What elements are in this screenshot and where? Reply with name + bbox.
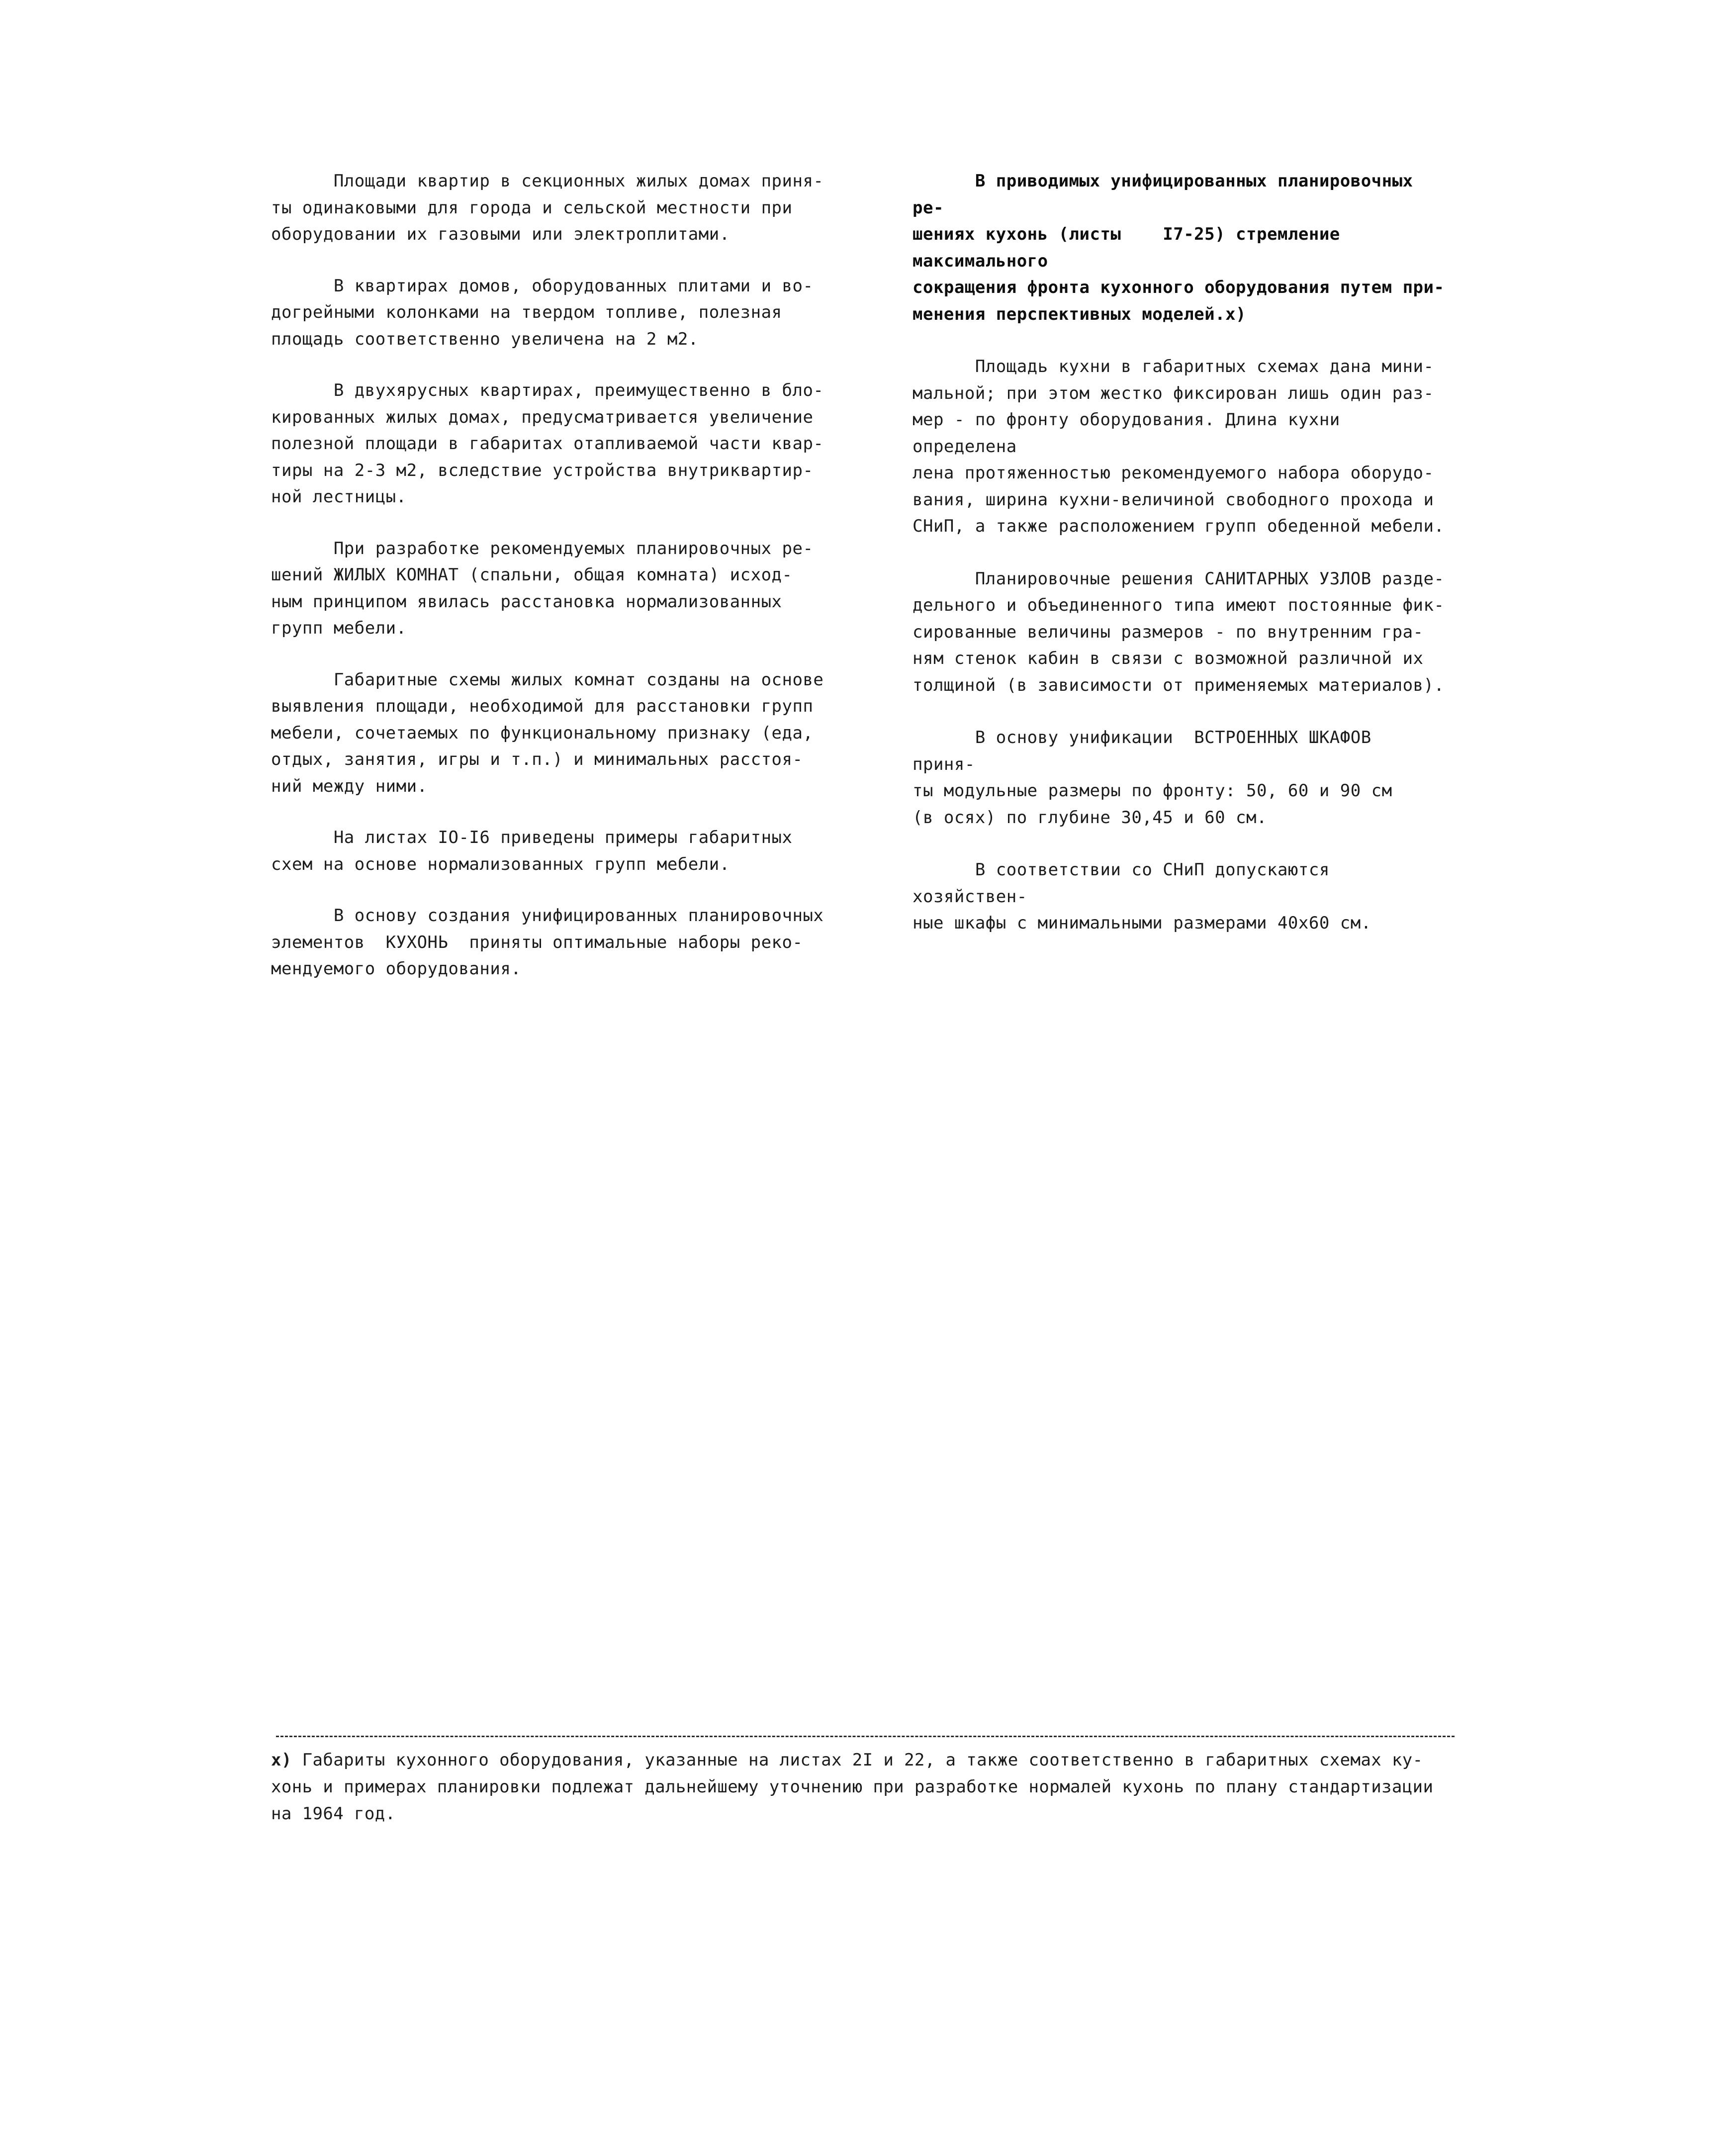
paragraph-two-level-apartments: В двухярусных квартирах, преимущественно в бло- кированных жилых домах, предусматривается увеличение полезной площади в габаритах отапливаемой части квар- тиры на 2-3 м2, вследствие устройства внутриквартир- ной лестницы. — [271, 380, 824, 507]
footnote — [271, 1747, 1455, 1827]
paragraph-solid-fuel-apartments: В квартирах домов, оборудованных плитами и во- догрейными колонками на твердом топливе, полезная площадь соответственно увеличена на 2 м2. — [271, 276, 814, 349]
left-text-column — [271, 168, 830, 1008]
paragraph-kitchen-solutions: В приводимых унифицированных планировочных ре- шениях кухонь (листы I7-25) стремление максимального сокращения фронта кухонного оборудования путем при- менения перспективных моделей.х) — [913, 171, 1445, 324]
paragraph-sheets-examples: На листах IO-I6 приведены примеры габаритных схем на основе нормализованных групп мебели. — [271, 828, 793, 874]
paragraph-living-rooms: При разработке рекомендуемых планировочных ре- шений ЖИЛЫХ КОМНАТ (спальни, общая комната) исход- ным принципом явилась расстановка нормализованных групп мебели. — [271, 538, 814, 638]
footnote-text: Габариты кухонного оборудования, указанные на листах 2I и 22, а также соответственно в габаритных схемах ку- хонь и примерах планировки подлежат дальнейшему уточнению при разработке нормалей кухонь по плану стандартизации на 1964 год. — [271, 1750, 1434, 1824]
footnote-mark: х) — [271, 1750, 292, 1770]
paragraph-dimension-schemes: Габаритные схемы жилых комнат созданы на основе выявления площади, необходимой для расстановки групп мебели, сочетаемых по функциональному признаку (еда, отдых, занятия, игры и т.п.) и минимальных расстоя- ний между ними. — [271, 669, 824, 796]
right-text-column — [913, 168, 1452, 963]
paragraph-sanitary-units: Планировочные решения САНИТАРНЫХ УЗЛОВ разде- дельного и объединенного типа имеют постоянные фик- сированные величины размеров - по внутренним гра- ням стенок кабин в связи с возможной различной их толщиной (в зависимости от применяемых материалов). — [913, 568, 1445, 695]
paragraph-kitchen-area: Площадь кухни в габаритных схемах дана мини- мальной; при этом жестко фиксирован лишь один раз- мер - по фронту оборудования. Длина кухни определена лена протяженностью рекомендуемого набора оборудо- вания, ширина кухни-величиной свободного прохода и СНиП, а также расположением групп обеденной мебели. — [913, 357, 1445, 536]
paragraph-kitchen-elements: В основу создания унифицированных планировочных элементов КУХОНЬ приняты оптимальные наборы реко- мендуемого оборудования. — [271, 906, 824, 979]
paragraph-built-in-cabinets: В основу унификации ВСТРОЕННЫХ ШКАФОВ приня- ты модульные размеры по фронту: 50, 60 и 90 см (в осях) по глубине 30,45 и 60 см. — [913, 728, 1392, 828]
paragraph-utility-cabinets: В соответствии со СНиП допускаются хозяйствен- ные шкафы с минимальными размерами 40х60 см. — [913, 860, 1371, 933]
footnote-separator — [276, 1736, 1455, 1737]
paragraph-apartment-areas: Площади квартир в секционных жилых домах приня- ты одинаковыми для города и сельской местности при оборудовании их газовыми или электроплитами. — [271, 171, 824, 244]
